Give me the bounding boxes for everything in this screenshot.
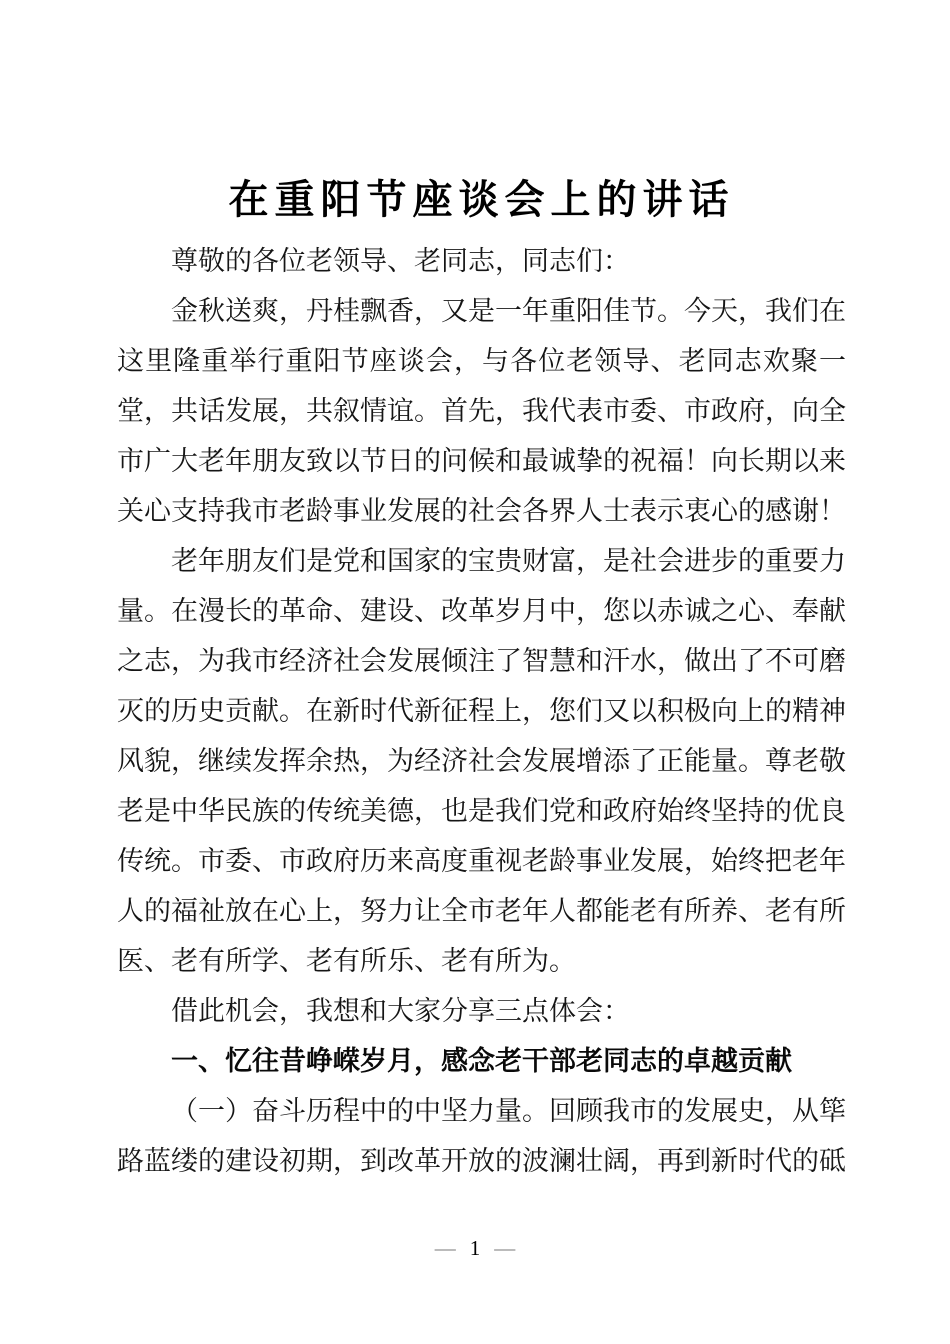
paragraph-tribute: 老年朋友们是党和国家的宝贵财富，是社会进步的重要力量。在漫长的革命、建设、改革岁月中，您以赤诚之心、奉献之志，为我市经济社会发展倾注了智慧和汗水，做出了不可磨灭的历史贡献。在新时代新征程上，您们又以积极向上的精神风貌，继续发挥余热，为经济社会发展增添了正能量。尊老敬老是中华民族的传统美德，也是我们党和政府始终坚持的优良传统。市委、市政府历来高度重视老龄事业发展，始终把老年人的福祉放在心上，努力让全市老年人都能老有所养、老有所医、老有所学、老有所乐、老有所为。 [117, 546, 846, 976]
paragraph-salutation: 尊敬的各位老领导、老同志，同志们： [171, 246, 630, 276]
footer-left-dash: — [434, 1236, 456, 1260]
page-number: 1 [469, 1236, 481, 1260]
document-content [117, 0, 846, 1186]
footer-right-dash: — [494, 1236, 516, 1260]
paragraph-opening: 金秋送爽，丹桂飘香，又是一年重阳佳节。今天，我们在这里隆重举行重阳节座谈会，与各位老领导、老同志欢聚一堂，共话发展，共叙情谊。首先，我代表市委、市政府，向全市广大老年朋友致以节日的问候和最诚挚的祝福！向长期以来关心支持我市老龄事业发展的社会各界人士表示衷心的感谢！ [117, 296, 846, 526]
document-body [117, 236, 846, 1186]
section-heading-one: 一、忆往昔峥嵘岁月，感念老干部老同志的卓越贡献 [171, 1046, 792, 1076]
document-title: 在重阳节座谈会上的讲话 [228, 177, 735, 222]
page-footer [0, 1234, 950, 1262]
paragraph-section-one-body: （一）奋斗历程中的中坚力量。回顾我市的发展史，从筚路蓝缕的建设初期，到改革开放的波澜壮阔，再到新时代的砥 [117, 1096, 846, 1176]
paragraph-transition: 借此机会，我想和大家分享三点体会： [171, 996, 630, 1026]
